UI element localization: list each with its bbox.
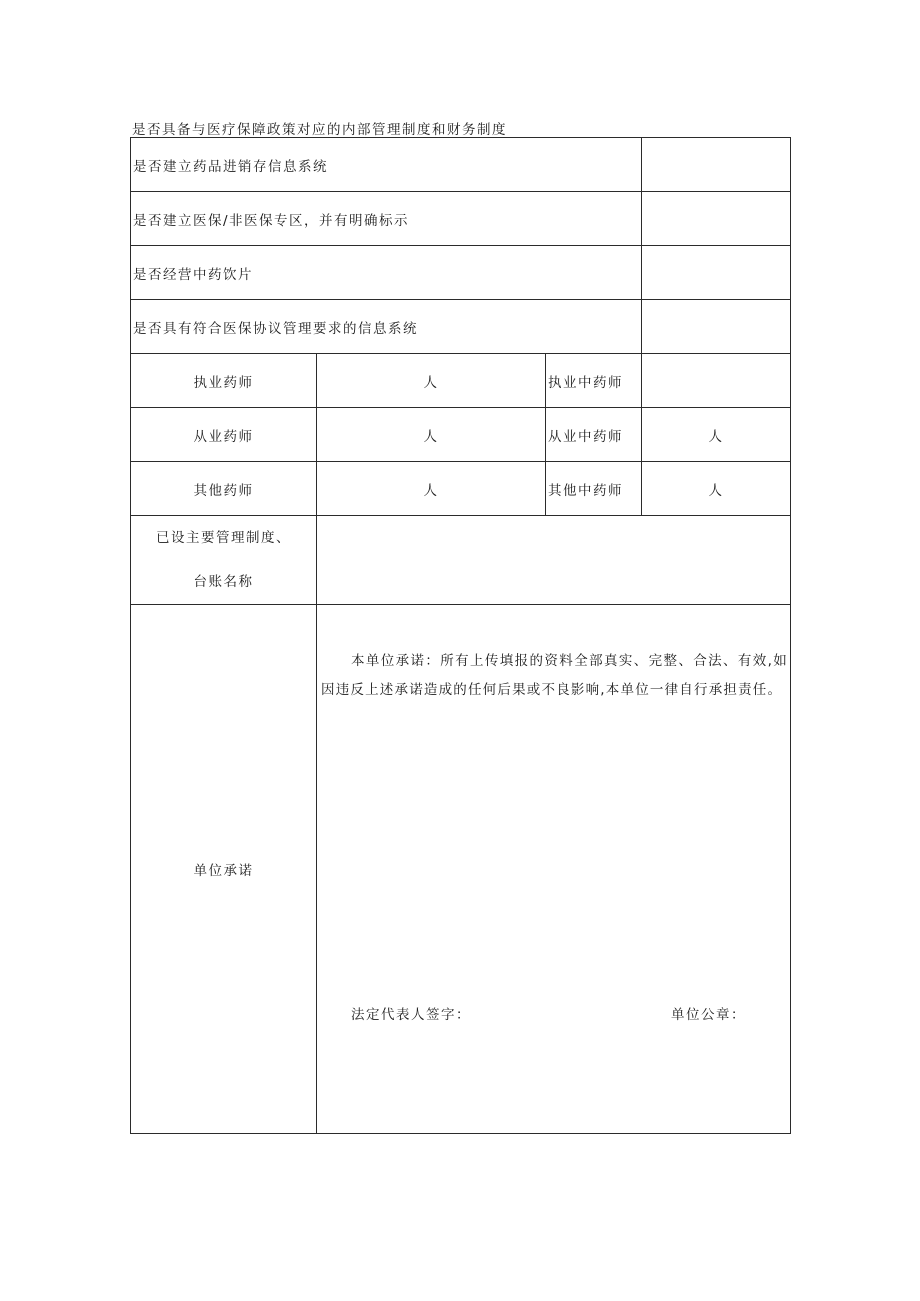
row-label: 是否建立药品进销存信息系统 xyxy=(131,138,642,192)
tcm-staff-count-cell[interactable] xyxy=(642,354,791,408)
commitment-row xyxy=(131,605,791,1134)
form-row-herbal-pieces xyxy=(131,246,791,300)
tcm-staff-label: 其他中药师 xyxy=(546,462,642,516)
staff-label: 其他药师 xyxy=(131,462,317,516)
staff-row-other xyxy=(131,462,791,516)
row-label: 是否具有符合医保协议管理要求的信息系统 xyxy=(131,300,642,354)
commitment-text: 本单位承诺：所有上传填报的资料全部真实、完整、合法、有效,如因违反上述承诺造成的任何后果或不良影响,本单位一律自行承担责任。 xyxy=(321,653,788,698)
staff-count-cell[interactable]: 人 xyxy=(317,354,546,408)
answer-cell-info-system[interactable] xyxy=(642,300,791,354)
form-row-insurance-zone xyxy=(131,192,791,246)
staff-count-cell[interactable]: 人 xyxy=(317,408,546,462)
staff-row-practicing xyxy=(131,408,791,462)
tcm-staff-label: 从业中药师 xyxy=(546,408,642,462)
answer-cell-inventory-system[interactable] xyxy=(642,138,791,192)
commitment-cell xyxy=(317,605,791,1134)
legal-representative-signature-label[interactable]: 法定代表人签字： xyxy=(351,1007,471,1023)
management-system-label-line1: 已设主要管理制度、 xyxy=(156,530,291,546)
staff-label: 执业药师 xyxy=(131,354,317,408)
tcm-staff-count-cell[interactable]: 人 xyxy=(642,408,791,462)
staff-count-cell[interactable]: 人 xyxy=(317,462,546,516)
management-system-label-line2: 台账名称 xyxy=(193,574,254,590)
management-system-value[interactable] xyxy=(317,516,791,605)
answer-cell-insurance-zone[interactable] xyxy=(642,192,791,246)
management-system-label xyxy=(131,516,317,605)
tcm-staff-count-cell[interactable]: 人 xyxy=(642,462,791,516)
unit-seal-label[interactable]: 单位公章： xyxy=(671,1007,746,1023)
row-label: 是否建立医保/非医保专区，并有明确标示 xyxy=(131,192,642,246)
staff-label: 从业药师 xyxy=(131,408,317,462)
form-row-info-system xyxy=(131,300,791,354)
row-label: 是否经营中药饮片 xyxy=(131,246,642,300)
staff-row-licensed xyxy=(131,354,791,408)
commitment-label: 单位承诺 xyxy=(131,605,317,1134)
application-form-table xyxy=(130,137,791,1134)
management-system-row xyxy=(131,516,791,605)
tcm-staff-label: 执业中药师 xyxy=(546,354,642,408)
answer-cell-herbal-pieces[interactable] xyxy=(642,246,791,300)
form-heading: 是否具备与医疗保障政策对应的内部管理制度和财务制度 xyxy=(132,122,507,138)
form-row-inventory-system xyxy=(131,138,791,192)
